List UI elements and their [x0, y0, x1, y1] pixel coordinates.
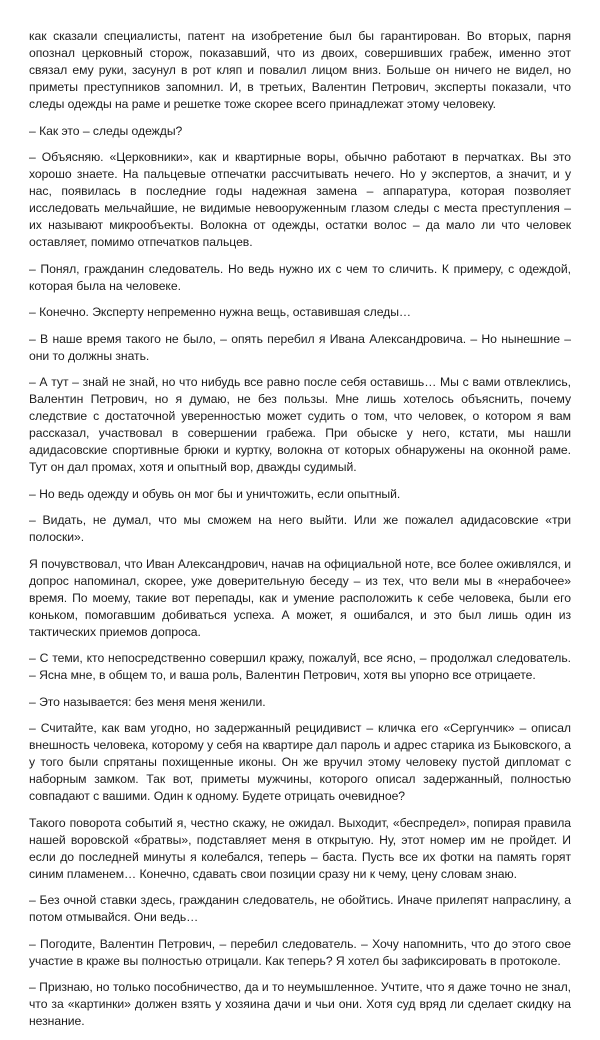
- paragraph: – Но ведь одежду и обувь он мог бы и уничтожить, если опытный.: [29, 486, 401, 501]
- paragraph: – Как это – следы одежды?: [29, 123, 183, 138]
- paragraph: – С теми, кто непосредственно совершил кражу, пожалуй, все ясно, – продолжал следователь. – Ясна мне, в общем то, и ваша роль, Валентин Петрович, хотя вы упорно все отрицаете.: [29, 651, 571, 682]
- paragraph: – Объясняю. «Церковники», как и квартирные воры, обычно работают в перчатках. Вы это хорошо знаете. На пальцевые отпечатки рассчитывать нечего. Но у экспертов, а значит, и у нас, появилась в последние годы надежная замена – аппаратура, которая позволяет исследовать мельчайшие, не видимые невооруженным глазом следы с места преступления – их называют микрообъекты. Волокна от одежды, остатки волос – да мало ли что человек оставляет, помимо отпечатков пальцев.: [29, 150, 571, 249]
- paragraph: – Считайте, как вам угодно, но задержанный рецидивист – кличка его «Сергунчик» – описал внешность человека, которому у себя на квартире дал пароль и адрес старика из Быковского, а у того были спрятаны похищенные иконы. Он же вручил этому человеку пустой дипломат с наборным замком. Так вот, приметы мужчины, которого описал задержанный, полностью совпадают с вашими. Один к одному. Будете отрицать очевидное?: [29, 721, 571, 803]
- paragraph: – Признаю, но только пособничество, да и то неумышленное. Учтите, что я даже точно не знал, что за «картинки» должен взять у хозяина дачи и чьи они. Хотя суд вряд ли сделает скидку на незнание.: [29, 980, 571, 1028]
- paragraph: Я почувствовал, что Иван Александрович, начав на официальной ноте, все более оживлялся, и допрос напоминал, скорее, уже доверительную беседу – из тех, что вели мы в «нерабочее» время. По моему, такие вот перепады, как и умение расположить к себе человека, были его коньком, помогавшим добиваться успеха. А может, я ошибался, и это был лишь один из тактических приемов допроса.: [29, 556, 571, 639]
- paragraph: как сказали специалисты, патент на изобретение был бы гарантирован. Во вторых, парня опознал церковный сторож, показавший, что из двоих, совершивших грабеж, именно этот связал ему руки, засунул в рот кляп и повалил лицом вниз. Больше он ничего не видел, но приметы преступников запомнил. И, в третьих, Валентин Петрович, эксперты показали, что следы одежды на раме и решетке тоже скорее всего принадлежат этому человеку.: [29, 29, 571, 111]
- paragraph: – Без очной ставки здесь, гражданин следователь, не обойтись. Иначе прилепят напраслину, а потом отмывайся. Они ведь…: [29, 893, 571, 924]
- paragraph: – В наше время такого не было, – опять перебил я Ивана Александровича. – Но нынешние – они то должны знать.: [29, 331, 571, 363]
- paragraph: – Видать, не думал, что мы сможем на него выйти. Или же пожалел адидасовские «три полоски».: [29, 513, 571, 544]
- paragraph: – Погодите, Валентин Петрович, – перебил следователь. – Хочу напомнить, что до этого свое участие в краже вы полностью отрицали. Как теперь? Я хотел бы зафиксировать в протоколе.: [29, 936, 571, 968]
- paragraph: – Это называется: без меня меня женили.: [29, 694, 266, 709]
- paragraph: – А тут – знай не знай, но что нибудь все равно после себя оставишь… Мы с вами отвлеклись, Валентин Петрович, но я думаю, не без пользы. Мне лишь хотелось объяснить, почему следствие с достаточной уверенностью может судить о том, что человек, о котором я вам рассказал, участвовал в совершении грабежа. При обыске у него, кстати, мы нашли адидасовские спортивные брюки и куртку, волокна от которых обнаружены на оконной раме. Тут он дал промах, хотя и опытный вор, дважды судимый.: [29, 375, 571, 474]
- paragraph: – Конечно. Эксперту непременно нужна вещь, оставившая следы…: [29, 305, 412, 319]
- document-page: [29, 28, 571, 1040]
- paragraph: Такого поворота событий я, честно скажу, не ожидал. Выходит, «беспредел», попирая правила нашей воровской «братвы», подставляет меня в открытую. Ну, этот номер им не пройдет. И если до последней минуты я колебался, теперь – баста. Пусть все их фотки на память горят синим пламенем… Конечно, сдавать свои позиции сразу ни к чему, цену словам знаю.: [29, 815, 571, 881]
- paragraph: – Понял, гражданин следователь. Но ведь нужно их с чем то сличить. К примеру, с одеждой, которая была на человеке.: [29, 261, 571, 293]
